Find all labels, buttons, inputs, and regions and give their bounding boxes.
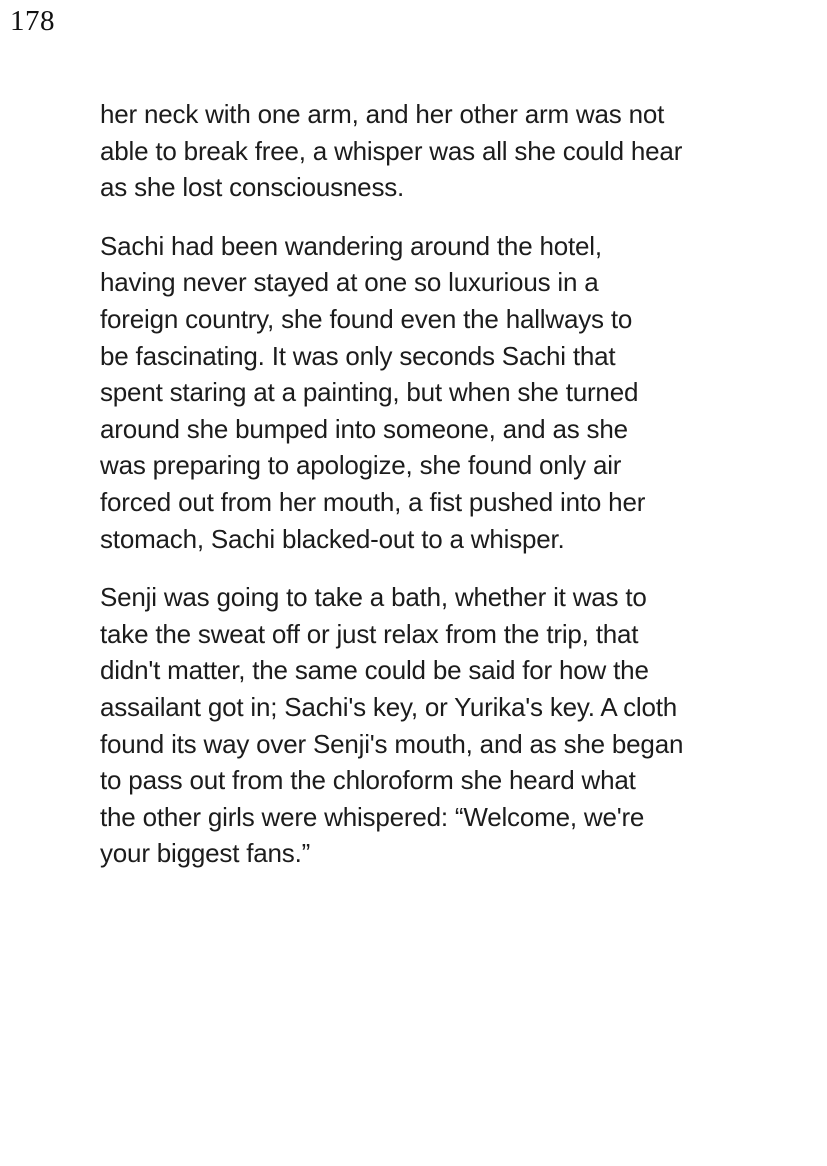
page-number: 178 [10,5,55,37]
paragraph [100,228,740,557]
text-line: forced out from her mouth, a fist pushed into her [100,486,646,517]
text-line: be fascinating. It was only seconds Sachi that [100,340,616,371]
paragraph [100,96,740,206]
text-line: stomach, Sachi blacked-out to a whisper. [100,523,565,554]
page-body-text [100,96,740,872]
text-line: Senji was going to take a bath, whether it was to [100,582,647,613]
text-line: Sachi had been wandering around the hotel, [100,230,602,261]
text-line: having never stayed at one so luxurious in a [100,267,599,298]
text-line: around she bumped into someone, and as she [100,413,628,444]
text-line: the other girls were whispered: “Welcome, we're [100,801,645,832]
text-line: assailant got in; Sachi's key, or Yurika's key. A cloth [100,691,678,722]
text-line: her neck with one arm, and her other arm was not [100,99,665,129]
text-line: foreign country, she found even the hallways to [100,303,633,334]
text-line: able to break free, a whisper was all she could hear [100,135,683,166]
text-line: was preparing to apologize, she found only air [100,450,622,481]
text-line: as she lost consciousness. [100,172,405,203]
text-line: didn't matter, the same could be said for how the [100,655,649,686]
text-line: found its way over Senji's mouth, and as she began [100,728,684,759]
text-line: take the sweat off or just relax from the trip, that [100,618,639,649]
text-line: to pass out from the chloroform she heard what [100,765,636,796]
text-line: your biggest fans.” [100,838,311,869]
text-line: spent staring at a painting, but when she turned [100,377,639,408]
paragraph [100,579,740,872]
